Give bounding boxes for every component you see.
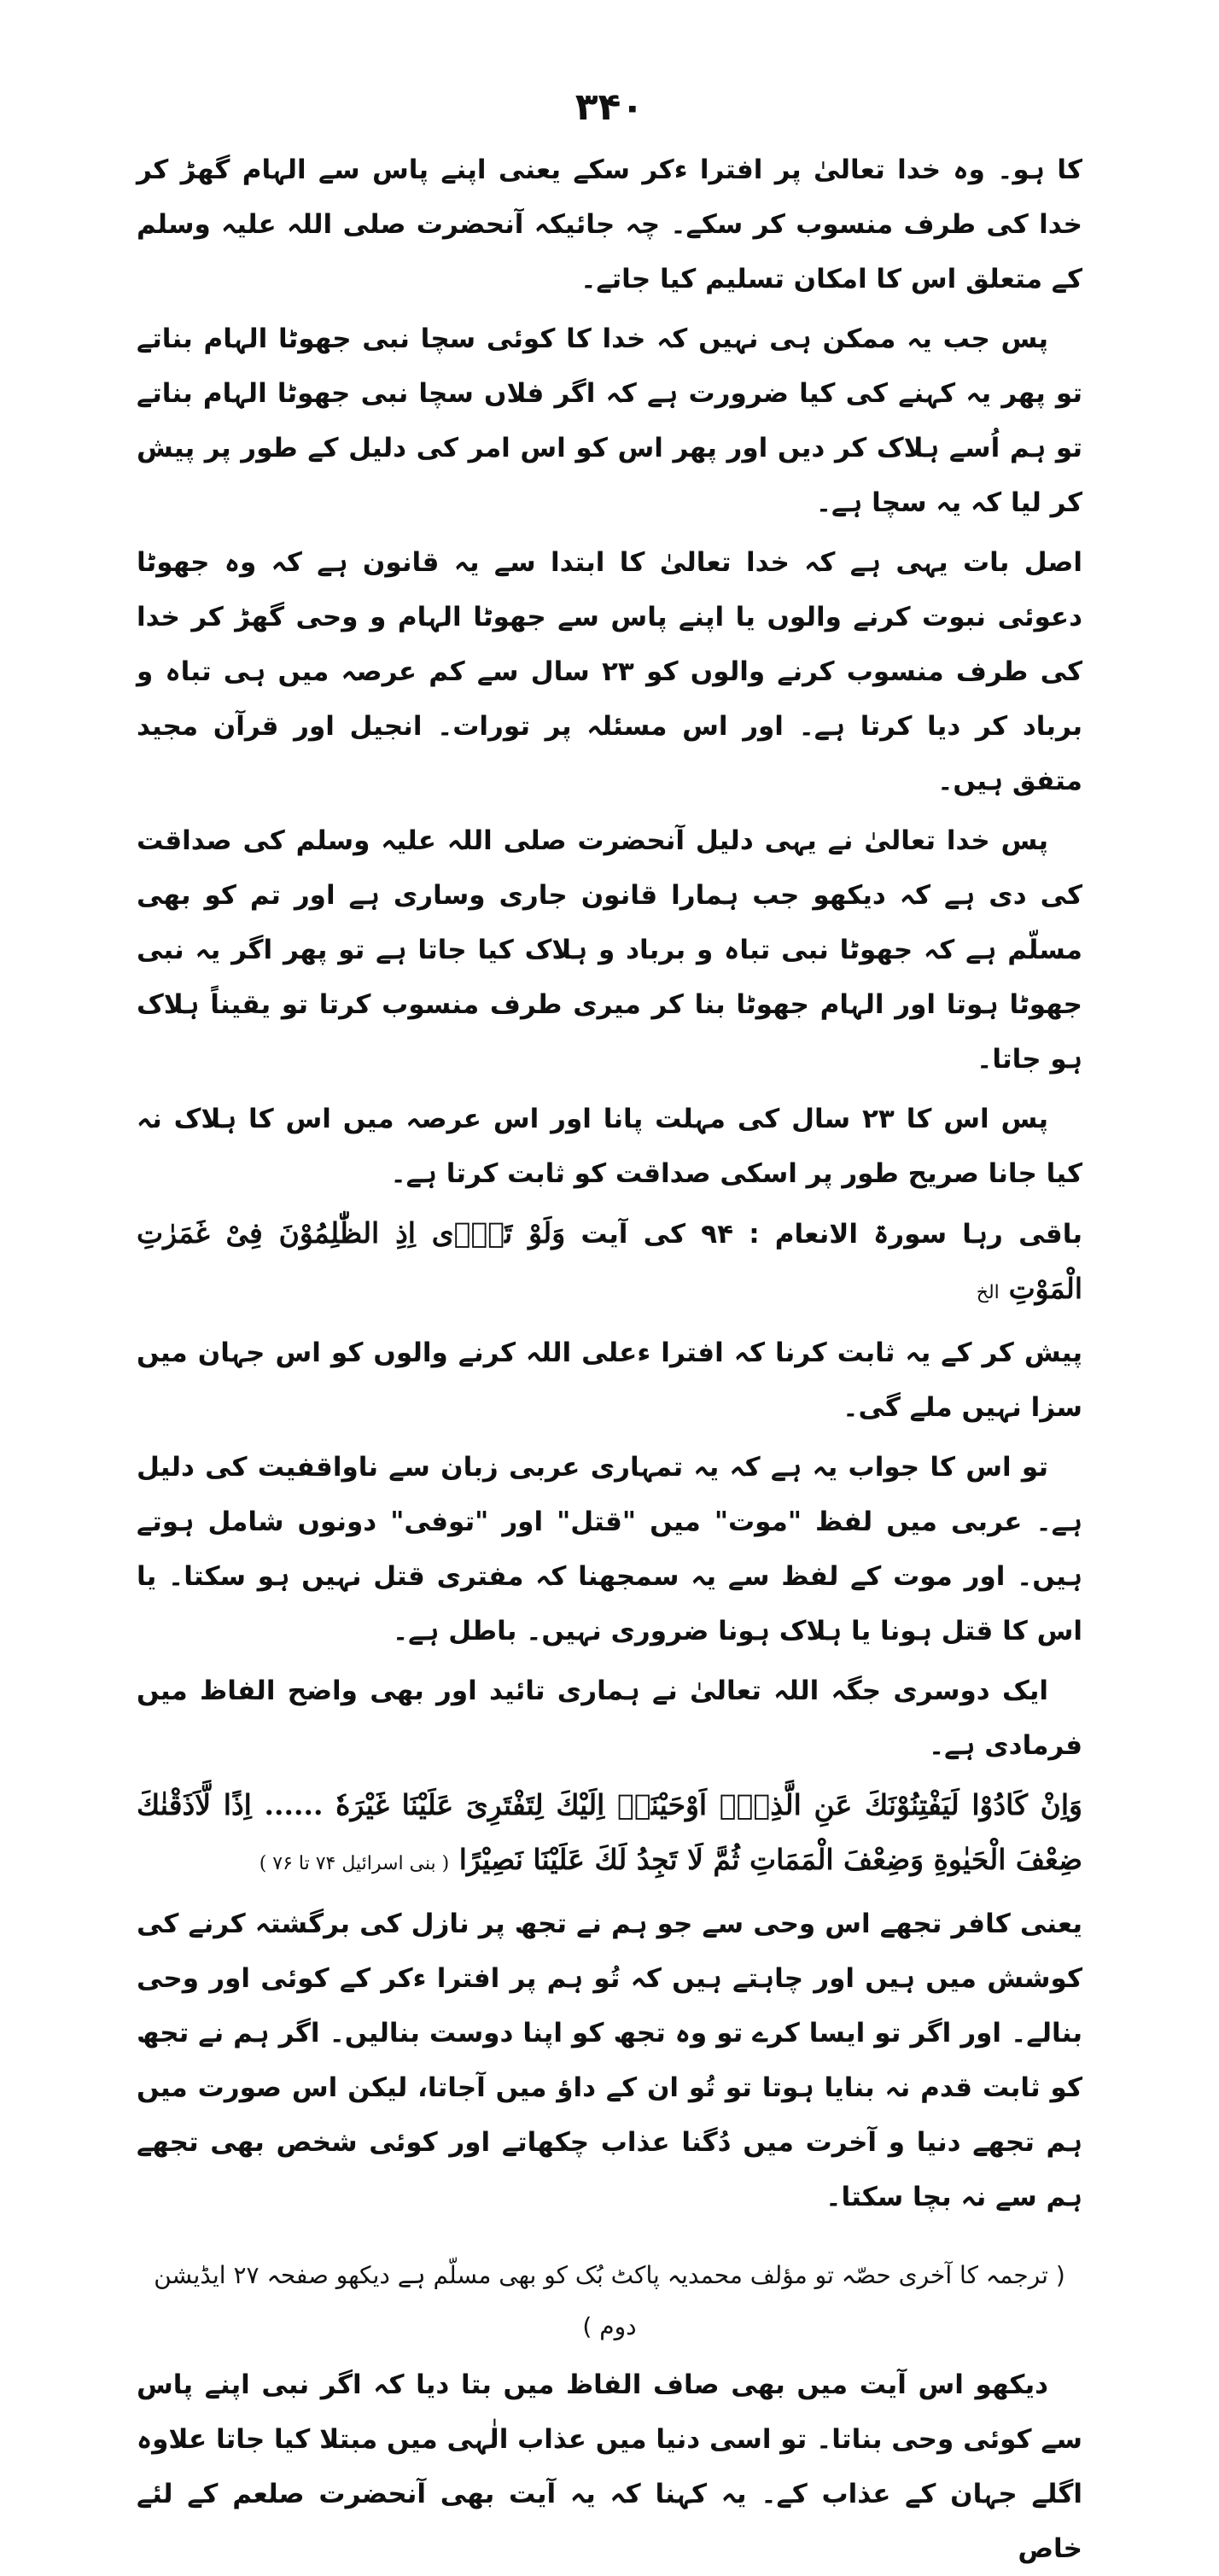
paragraph-5: پس اس کا ۲۳ سال کی مہلت پانا اور اس عرصہ میں اس کا ہلاک نہ کیا جانا صریح طور پر اسکی صداقت کو ثابت کرتا ہے۔ xyxy=(137,1104,1082,1189)
translation-note: ( ترجمہ کا آخری حصّہ تو مؤلف محمدیہ پاکٹ بُک کو بھی مسلّم ہے دیکھو صفحہ ۲۷ ایڈیشن دوم ) xyxy=(154,2261,1065,2340)
verse-continuation-mark: الخ xyxy=(976,1282,1000,1303)
paragraph-7: تو اس کا جواب یہ ہے کہ یہ تمہاری عربی زبان سے ناواقفیت کی دلیل ہے۔ عربی میں لفظ "موت" میں "قتل" اور "توفی" دونوں شامل ہوتے ہیں۔ اور موت کے لفظ سے یہ سمجھنا کہ مفتری قتل نہیں ہو سکتا۔ یا اس کا قتل ہونا یا ہلاک ہونا ضروری نہیں۔ باطل ہے۔ xyxy=(137,1452,1082,1646)
paragraph-8: ایک دوسری جگہ اللہ تعالیٰ نے ہماری تائید اور بھی واضح الفاظ میں فرمادی ہے۔ xyxy=(137,1676,1082,1761)
page-number: ۳۴۰ xyxy=(575,85,644,129)
quran-verse-text: وَاِنْ كَادُوْا لَيَفْتِنُوْنَكَ عَنِ الَّذِیْۤ اَوْحَیْنَاۤ اِلَیْكَ لِتَفْتَرِیَ عَلَیْنَا غَیْرَهٗ ...... اِذًا لَّاَذَقْنٰكَ ضِعْفَ الْحَیٰوةِ وَضِعْفَ الْمَمَاتِ ثُمَّ لَا تَجِدُ لَكَ عَلَیْنَا نَصِیْرًا xyxy=(137,1788,1082,1876)
paragraph-10: دیکھو اس آیت میں بھی صاف الفاظ میں بتا دیا کہ اگر نبی اپنے پاس سے کوئی وحی بناتا۔ تو اسی دنیا میں عذاب الٰہی میں مبتلا کیا جاتا علاوہ اگلے جہان کے عذاب کے۔ یہ کہنا کہ یہ آیت بھی آنحضرت صلعم کے لئے خاص xyxy=(137,2369,1082,2564)
verse-reference: ( بنی اسرائیل ۷۴ تا ۷۶ ) xyxy=(259,1853,450,1874)
paragraph-3: اصل بات یہی ہے کہ خدا تعالیٰ کا ابتدا سے یہ قانون ہے کہ وہ جھوٹا دعوئی نبوت کرنے والوں یا اپنے پاس سے جھوٹا الہام و وحی گھڑ کر خدا کی طرف منسوب کرنے والوں کو ۲۳ سال سے کم عرصہ میں ہی تباہ و برباد کر دیا کرتا ہے۔ اور اس مسئلہ پر تورات۔ انجیل اور قرآن مجید متفق ہیں۔ xyxy=(137,547,1082,796)
paragraph-6-lead: باقی رہا سورۃ الانعام : ۹۴ کی آیت xyxy=(580,1219,1083,1250)
paragraph-2: پس جب یہ ممکن ہی نہیں کہ خدا کا کوئی سچا نبی جھوٹا الہام بناتے تو پھر یہ کہنے کی کیا ضرورت ہے کہ اگر فلاں سچا نبی جھوٹا الہام بناتے تو ہم اُسے ہلاک کر دیں اور پھر اس کو اس امر کی دلیل کے طور پر پیش کر لیا کہ یہ سچا ہے۔ xyxy=(137,323,1082,518)
paragraph-6 xyxy=(137,1206,1082,1320)
paragraph-1: کا ہو۔ وہ خدا تعالیٰ پر افترا ءکر سکے یعنی اپنے پاس سے الہام گھڑ کر خدا کی طرف منسوب کر سکے۔ چہ جائیکہ آنحضرت صلی اللہ علیہ وسلم کے متعلق اس کا امکان تسلیم کیا جاتے۔ xyxy=(137,154,1082,294)
paragraph-9-translation: یعنی کافر تجھے اس وحی سے جو ہم نے تجھ پر نازل کی برگشتہ کرنے کی کوشش میں ہیں اور چاہتے ہیں کہ تُو ہم پر افترا ءکر کے کوئی اور وحی بنالے۔ اور اگر تو ایسا کرے تو وہ تجھ کو اپنا دوست بنالیں۔ اگر ہم نے تجھ کو ثابت قدم نہ بنایا ہوتا تو تُو ان کے داؤ میں آجاتا، لیکن اس صورت میں ہم تجھے دنیا و آخرت میں دُگنا عذاب چکھاتے اور کوئی شخص بھی تجھے ہم سے نہ بچا سکتا۔ xyxy=(137,1909,1082,2212)
paragraph-6-continued: پیش کر کے یہ ثابت کرنا کہ افترا ءعلی اللہ کرنے والوں کو اس جہان میں سزا نہیں ملے گی۔ xyxy=(137,1338,1082,1423)
quran-verse-anam: وَلَوْ تَرٰۤى اِذِ الظّٰلِمُوْنَ فِیْ غَمَرٰتِ الْمَوْتِ xyxy=(137,1216,1082,1305)
quran-verse-bani-israil xyxy=(137,1778,1082,1891)
paragraph-4: پس خدا تعالیٰ نے یہی دلیل آنحضرت صلی اللہ علیہ وسلم کی صداقت کی دی ہے کہ دیکھو جب ہمارا قانون جاری وساری ہے اور تم کو بھی مسلّم ہے کہ جھوٹا نبی تباہ و برباد و ہلاک کیا جاتا ہے تو پھر اگر یہ نبی جھوٹا ہوتا اور الہام جھوٹا بنا کر میری طرف منسوب کرتا تو یقیناً ہلاک ہو جاتا۔ xyxy=(137,825,1082,1075)
